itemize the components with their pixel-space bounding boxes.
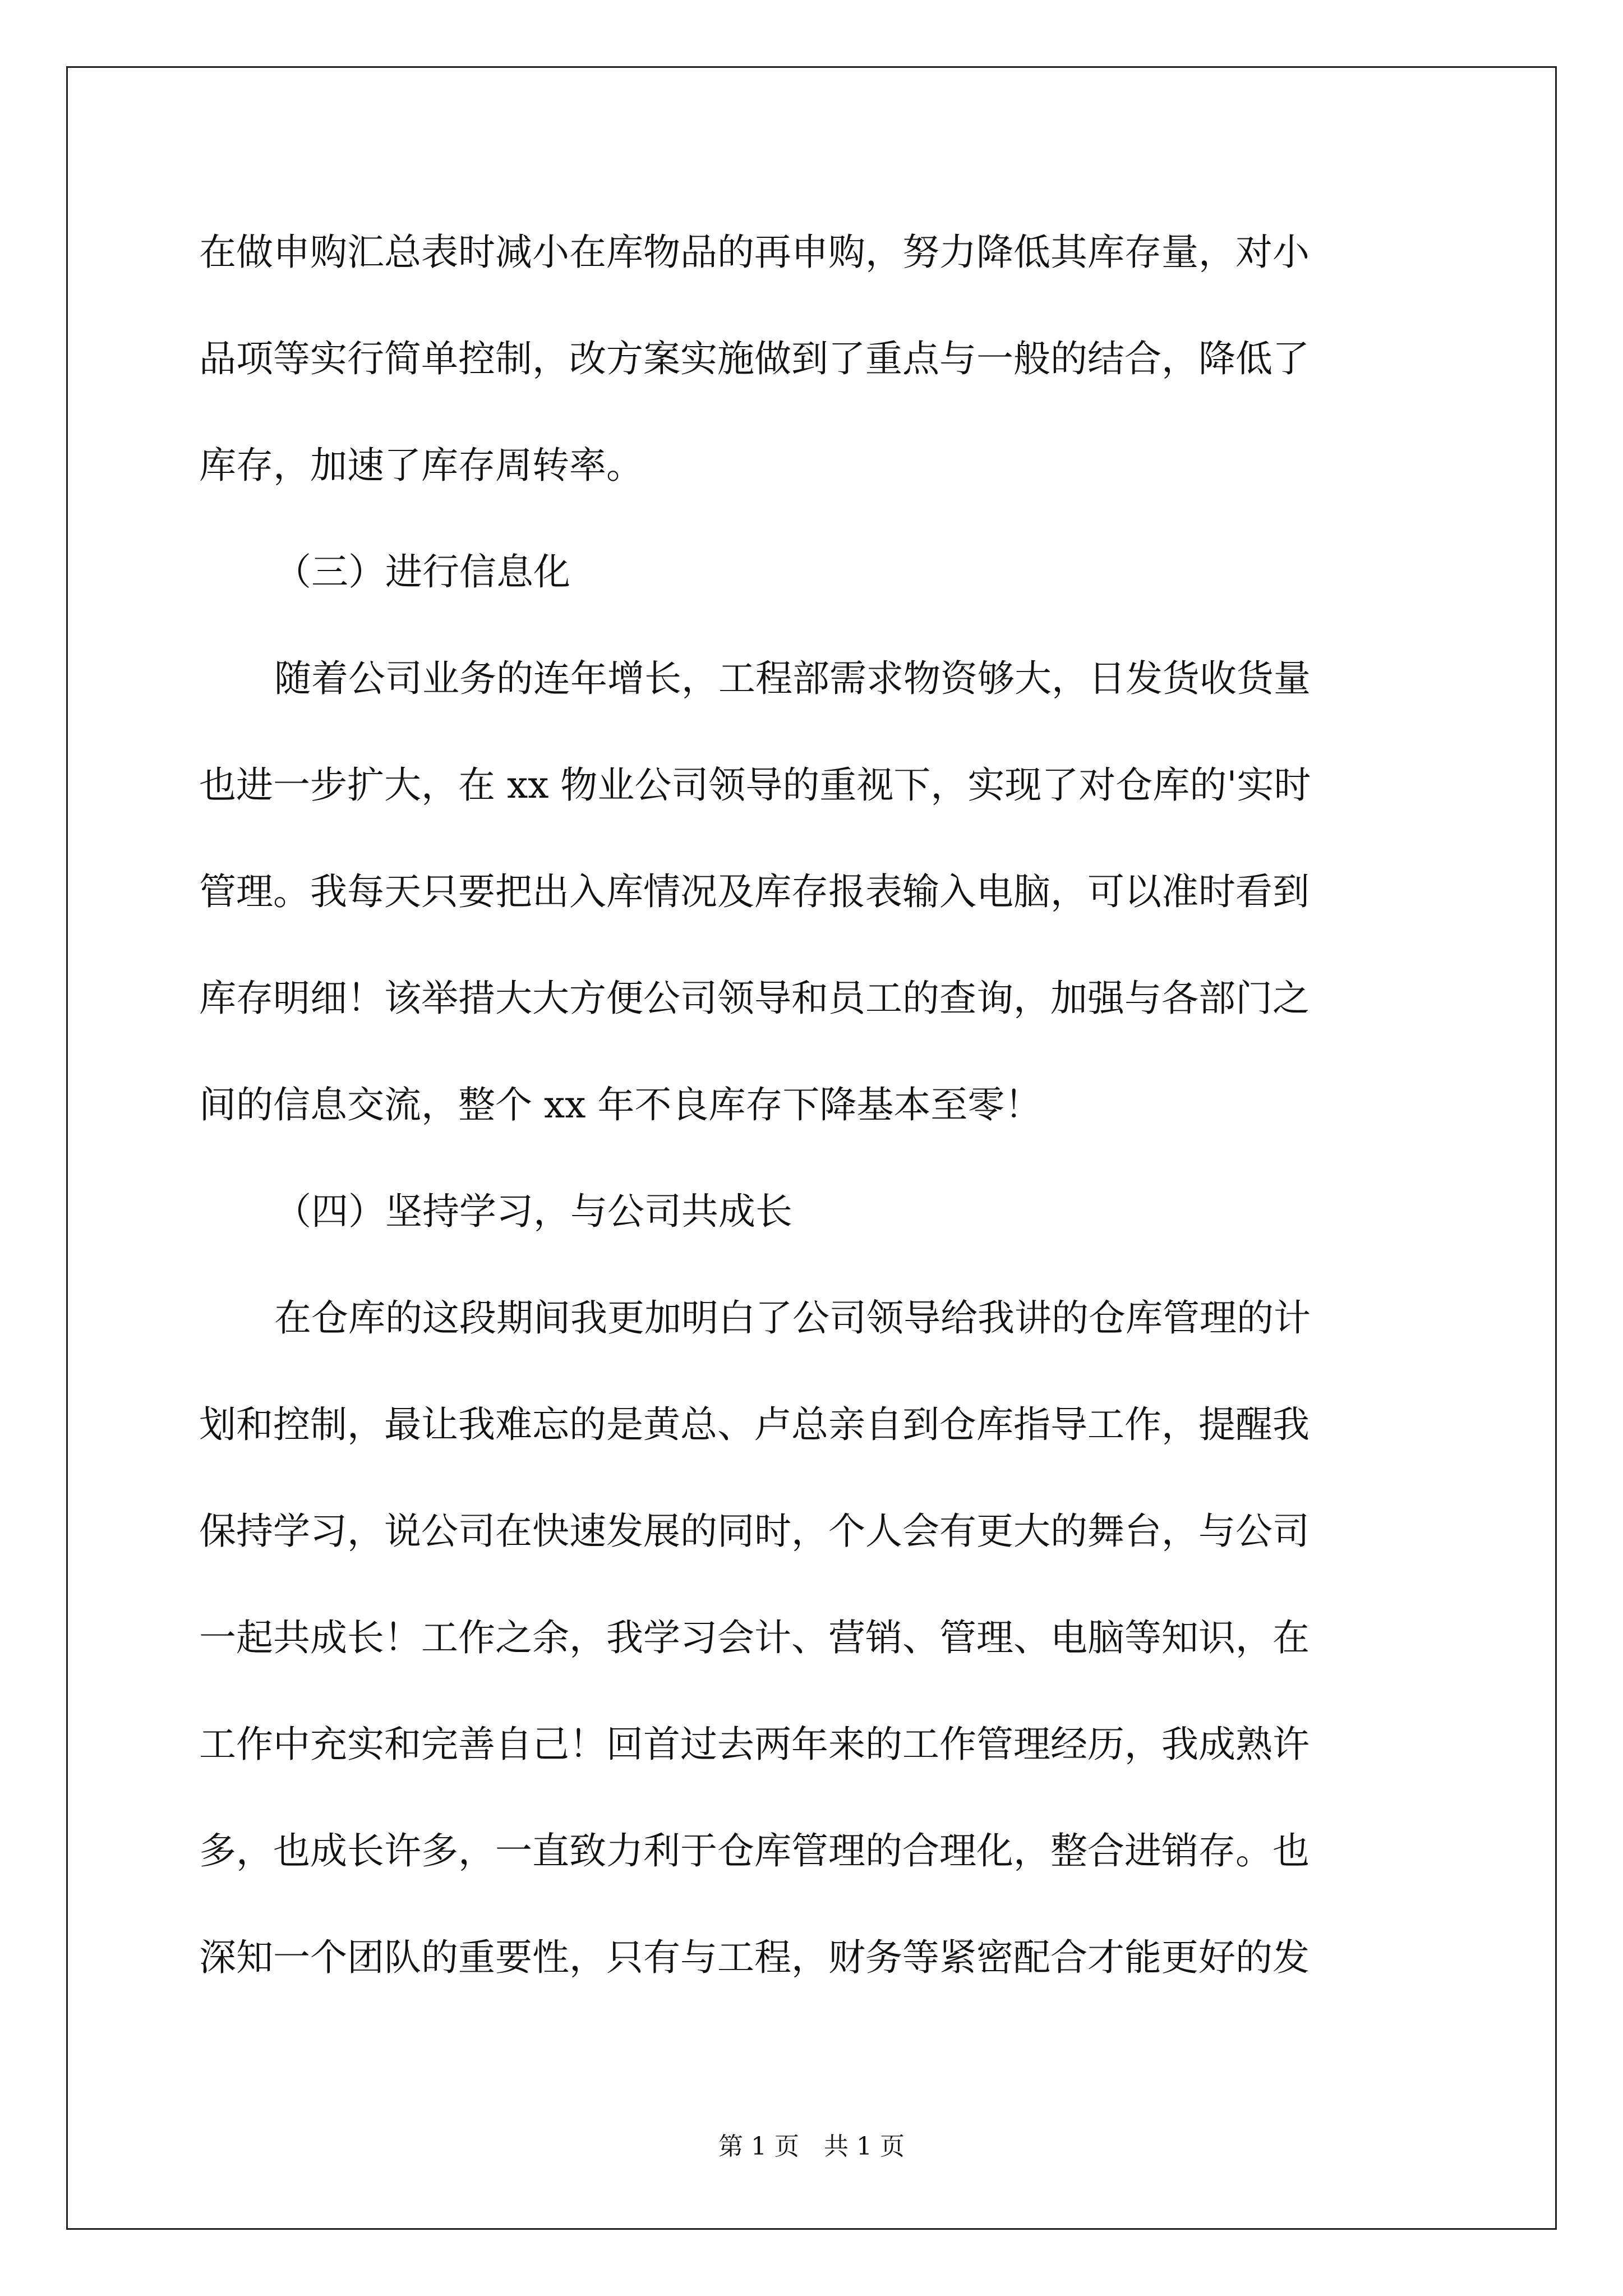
body-line: 随着公司业务的连年增长，工程部需求物资够大，日发货收货量 <box>274 657 1311 700</box>
body-line: 在仓库的这段期间我更加明白了公司领导给我讲的仓库管理的计 <box>274 1296 1311 1340</box>
body-line: 管理。我每天只要把出入库情况及库存报表输入电脑，可以准时看到 <box>199 870 1310 913</box>
body-line: 库存明细！该举措大大方便公司领导和员工的查询，加强与各部门之 <box>199 977 1310 1020</box>
body-line: 也进一步扩大，在 xx 物业公司领导的重视下，实现了对仓库的'实时 <box>199 763 1311 807</box>
page-number-label: 第 1 页 共 1 页 <box>718 2132 905 2161</box>
document-body <box>199 219 1427 2031</box>
body-line: 保持学习，说公司在快速发展的同时，个人会有更大的舞台，与公司 <box>199 1510 1310 1553</box>
body-line: 间的信息交流，整个 xx 年不良库存下降基本至零！ <box>199 1083 1042 1126</box>
body-line: 在做申购汇总表时减小在库物品的再申购，努力降低其库存量，对小 <box>199 231 1310 274</box>
body-line: 深知一个团队的重要性，只有与工程，财务等紧密配合才能更好的发 <box>199 1936 1310 1979</box>
page-footer <box>0 2126 1623 2162</box>
body-line: 划和控制，最让我难忘的是黄总、卢总亲自到仓库指导工作，提醒我 <box>199 1403 1310 1446</box>
body-line: 品项等实行简单控制，改方案实施做到了重点与一般的结合，降低了 <box>199 337 1310 380</box>
body-line: 多，也成长许多，一直致力利于仓库管理的合理化，整合进销存。也 <box>199 1829 1310 1872</box>
body-line: 工作中充实和完善自己！回首过去两年来的工作管理经历，我成熟许 <box>199 1723 1310 1766</box>
body-line: 一起共成长！工作之余，我学习会计、营销、管理、电脑等知识，在 <box>199 1616 1310 1659</box>
section-heading-4: （四）坚持学习，与公司共成长 <box>274 1190 792 1233</box>
section-heading-3: （三）进行信息化 <box>274 550 570 593</box>
body-line: 库存，加速了库存周转率。 <box>199 444 643 487</box>
